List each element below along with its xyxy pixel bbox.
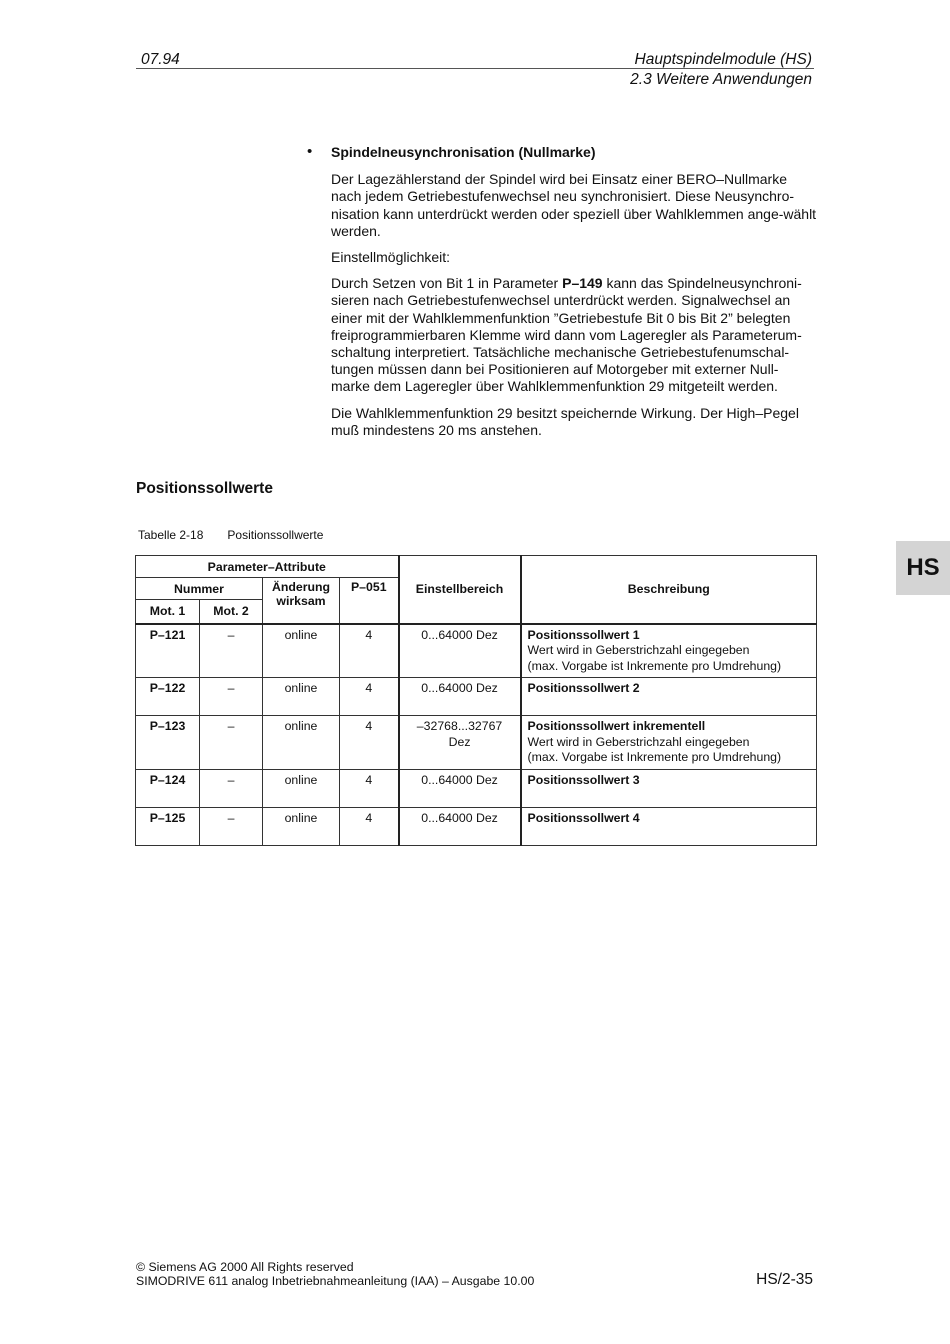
cell-beschreibung [521,678,817,716]
description-title: Positionssollwert 4 [527,811,640,825]
table-title: Positionssollwerte [227,528,324,542]
description-line: (max. Vorgabe ist Inkremente pro Umdrehung) [527,658,782,673]
cell-wirksam: online [263,770,340,808]
description-line: Wert wird in Geberstrichzahl eingegeben [527,734,750,749]
cell-beschreibung [521,808,817,846]
table-row [136,716,817,770]
cell-wirksam: online [263,808,340,846]
description-title: Positionssollwert 1 [527,627,640,642]
cell-einstellbereich: 0...64000 Dez [399,624,521,678]
cell-einstellbereich: 0...64000 Dez [399,770,521,808]
cell-p051: 4 [340,678,399,716]
bullet-section [305,144,817,448]
header-parameter-attribute: Parameter–Attribute [136,556,399,578]
paragraph-3 [331,275,817,395]
table-row [136,770,817,808]
header-rule [136,68,814,69]
header-section: 2.3 Weitere Anwendungen [630,71,812,88]
page-number: HS/2-35 [756,1271,813,1288]
cell-beschreibung [521,716,817,770]
header-mot1: Mot. 1 [136,600,200,624]
description-line: Wert wird in Geberstrichzahl eingegeben [527,643,750,657]
description-title: Positionssollwert 3 [527,773,640,787]
cell-beschreibung [521,770,817,808]
paragraph-2: Einstellmöglichkeit: [331,249,451,266]
table-number: Tabelle 2-18 [138,528,204,542]
cell-p051: 4 [340,808,399,846]
footer-copyright: © Siemens AG 2000 All Rights reserved [136,1260,354,1274]
description-title: Positionssollwert 2 [527,681,640,695]
cell-einstellbereich: –32768...32767 Dez [399,716,521,770]
cell-mot1: P–122 [136,678,200,716]
section-title: Positionssollwerte [136,480,273,497]
cell-mot2: – [200,716,263,770]
cell-mot2: – [200,770,263,808]
cell-beschreibung [521,624,817,678]
header-module-title: Hauptspindelmodule (HS) [634,51,812,68]
cell-wirksam: online [263,678,340,716]
table-row [136,808,817,846]
header-aenderung-wirksam: Änderung wirksam [263,578,340,624]
header-nummer: Nummer [136,578,263,600]
table-row [136,678,817,716]
header-beschreibung: Beschreibung [521,556,817,624]
header-einstellbereich: Einstellbereich [399,556,521,624]
cell-einstellbereich: 0...64000 Dez [399,678,521,716]
bullet-title: Spindelneusynchronisation (Nullmarke) [331,144,596,160]
paragraph-3-rest: kann das Spindelneusynchroni-sieren nach Getriebestufenwechsel unterdrückt werden. Signalwechsel an einer mit der Wahlklemmenfunktion ”Getriebestufe Bit 0 bis Bit 2” belegten freiprogrammierbaren Klemme wird dann vom Lageregler als Parameterum-schaltung interpretiert. Tatsächliche mechanische Getriebestufenumschal-tungen müssen dann bei Positionieren auf Motorgeber mit externer Null-marke dem Lageregler über Wahlklemmenfunktion 29 mitgeteilt werden. [331,275,802,395]
cell-mot2: – [200,678,263,716]
cell-p051: 4 [340,716,399,770]
footer-manual-title: SIMODRIVE 611 analog Inbetriebnahmeanleitung (IAA) – Ausgabe 10.00 [136,1274,535,1288]
cell-mot1: P–123 [136,716,200,770]
paragraph-1: Der Lagezählerstand der Spindel wird bei Einsatz einer BERO–Nullmarke nach jedem Getriebestufenwechsel neu synchronisiert. Diese Neusynchro-nisation kann unterdrückt werden oder speziell über Wahlklemmen ange-wählt werden. [331,171,817,239]
header-mot2: Mot. 2 [200,600,263,624]
cell-mot2: – [200,808,263,846]
cell-p051: 4 [340,770,399,808]
header-date: 07.94 [141,51,180,68]
cell-wirksam: online [263,716,340,770]
cell-mot2: – [200,624,263,678]
paragraph-4: Die Wahlklemmenfunktion 29 besitzt speichernde Wirkung. Der High–Pegel muß mindestens 20 ms anstehen. [331,404,799,438]
cell-einstellbereich: 0...64000 Dez [399,808,521,846]
cell-p051: 4 [340,624,399,678]
description-title: Positionssollwert inkrementell [527,719,706,733]
table-caption [138,528,323,542]
parameter-table [135,555,817,846]
cell-mot1: P–124 [136,770,200,808]
table-row [136,624,817,678]
cell-wirksam: online [263,624,340,678]
parameter-reference: P–149 [562,275,603,292]
chapter-tab-hs: HS [896,541,950,595]
description-line: (max. Vorgabe ist Inkremente pro Umdrehung) [527,750,782,764]
header-p051: P–051 [340,578,399,624]
cell-mot1: P–125 [136,808,200,846]
paragraph-3-start: Durch Setzen von Bit 1 in Parameter [331,275,563,292]
bullet-icon: • [307,143,313,160]
cell-mot1: P–121 [136,624,200,678]
